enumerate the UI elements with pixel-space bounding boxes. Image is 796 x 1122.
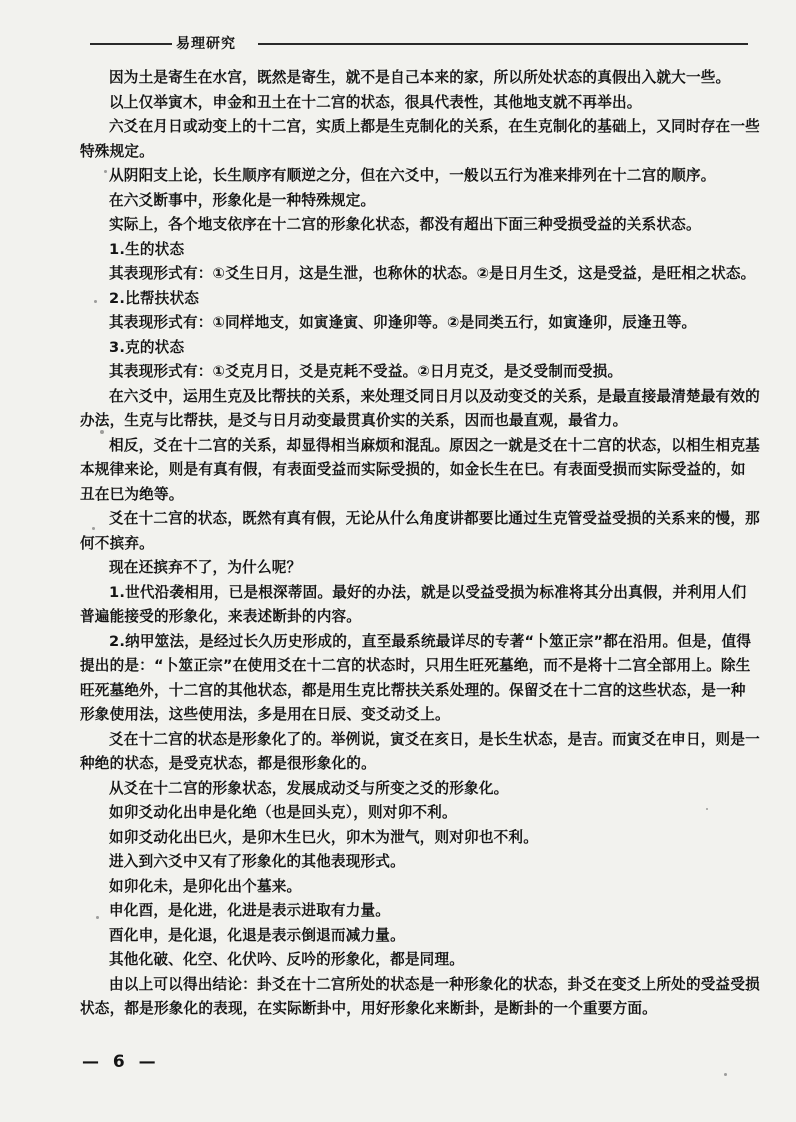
paragraph: 进入到六爻中又有了形象化的其他表现形式。 xyxy=(109,853,405,870)
scan-speck xyxy=(104,170,107,173)
scan-speck xyxy=(100,430,104,434)
header-rule-right xyxy=(258,43,748,45)
paragraph: 1.世代沿袭相用，已是根深蒂固。最好的办法，就是以受益受损为标准将其分出真假，并利用人们普遍能接受的形象化，来表述断卦的内容。 xyxy=(80,583,747,625)
paragraph: 因为土是寄生在水宫，既然是寄生，就不是自己本来的家，所以所处状态的真假出入就大一些。 xyxy=(109,69,731,86)
paragraph: 如卯爻动化出申是化绝（也是回头克），则对卯不利。 xyxy=(109,804,457,821)
header-title: 易理研究 xyxy=(176,36,236,52)
paragraph: 在六爻断事中，形象化是一种特殊规定。 xyxy=(109,191,376,209)
paragraph: 其他化破、化空、化伏吟、反吟的形象化，都是同理。 xyxy=(109,951,465,968)
scan-speck xyxy=(724,1073,727,1076)
paragraph: 以上仅举寅木，申金和丑土在十二宫的状态，很具代表性，其他地支就不再举出。 xyxy=(109,93,642,111)
paragraph: 从爻在十二宫的形象状态，发展成动爻与所变之爻的形象化。 xyxy=(109,779,509,797)
paragraph: 1.生的状态 xyxy=(109,240,185,258)
paragraph: 其表现形式有：①同样地支，如寅逢寅、卯逢卯等。②是同类五行，如寅逢卯，辰逢丑等。 xyxy=(109,314,697,331)
paragraph: 如卯化未，是卯化出个墓来。 xyxy=(109,877,302,895)
paragraph: 爻在十二宫的状态，既然有真有假，无论从什么角度讲都要比通过生克管受益受损的关系来的慢，那何不摈弃。 xyxy=(80,510,760,552)
paragraph: 如卯爻动化出巳火，是卯木生巳火，卯木为泄气，则对卯也不利。 xyxy=(109,828,539,846)
paragraph: 2.比帮扶状态 xyxy=(109,289,200,307)
paragraph: 在六爻中，运用生克及比帮扶的关系，来处理爻同日月以及动变爻的关系，是最直接最清楚最有效的办法，生克与比帮扶，是爻与日月动变最贯真价实的关系，因而也最直观，最省力。 xyxy=(80,387,760,429)
body-text xyxy=(80,66,760,1022)
paragraph: 其表现形式有：①爻克月日，爻是克耗不受益。②日月克爻，是爻受制而受损。 xyxy=(109,363,623,380)
paragraph: 3.克的状态 xyxy=(109,338,185,356)
scan-speck xyxy=(94,300,97,303)
paragraph: 现在还摈弃不了，为什么呢？ xyxy=(109,559,302,576)
paragraph: 从阴阳支上论，长生顺序有顺逆之分，但在六爻中，一般以五行为准来排列在十二宫的顺序。 xyxy=(109,167,716,184)
paragraph: 酉化申，是化退，化退是表示倒退而减力量。 xyxy=(109,926,405,944)
paragraph: 申化酉，是化进，化进是表示进取有力量。 xyxy=(109,902,391,919)
page-number: — 6 — xyxy=(82,1052,160,1072)
scan-speck xyxy=(706,808,708,810)
paragraph: 其表现形式有：①爻生日月，这是生泄，也称休的状态。②是日月生爻，这是受益，是旺相之状态。 xyxy=(109,265,756,282)
paragraph: 实际上，各个地支依序在十二宫的形象化状态，都没有超出下面三种受损受益的关系状态。 xyxy=(109,216,701,233)
paragraph: 2.纳甲筮法，是经过长久历史形成的，直至最系统最详尽的专著“卜筮正宗”都在沿用。但是，值得提出的是：“卜筮正宗”在使用爻在十二宫的状态时，只用生旺死墓绝，而不是将十二宫全部用上。除生旺死墓绝外，十二宫的其他状态，都是用生克比帮扶关系处理的。保留爻在十二宫的这些状态，是一种形象使用法，这些使用法，多是用在日辰、变爻动爻上。 xyxy=(80,632,752,723)
paragraph: 六爻在月日或动变上的十二宫，实质上都是生克制化的关系，在生克制化的基础上，又同时存在一些特殊规定。 xyxy=(80,118,760,160)
scan-speck xyxy=(92,527,95,530)
paragraph: 相反，爻在十二宫的关系，却显得相当麻烦和混乱。原因之一就是爻在十二宫的状态，以相生相克基本规律来论，则是有真有假，有表面受益而实际受损的，如金长生在巳。有表面受损而实际受益的，如丑在巳为绝等。 xyxy=(80,436,760,503)
paragraph: 由以上可以得出结论：卦爻在十二宫所处的状态是一种形象化的状态，卦爻在变爻上所处的受益受损状态，都是形象化的表现，在实际断卦中，用好形象化来断卦，是断卦的一个重要方面。 xyxy=(80,975,760,1017)
header-rule-left xyxy=(90,43,172,45)
scan-speck xyxy=(96,916,99,919)
paragraph: 爻在十二宫的状态是形象化了的。举例说，寅爻在亥日，是长生状态，是吉。而寅爻在申日，则是一种绝的状态，是受克状态，都是很形象化的。 xyxy=(80,730,760,772)
running-header xyxy=(90,34,750,54)
